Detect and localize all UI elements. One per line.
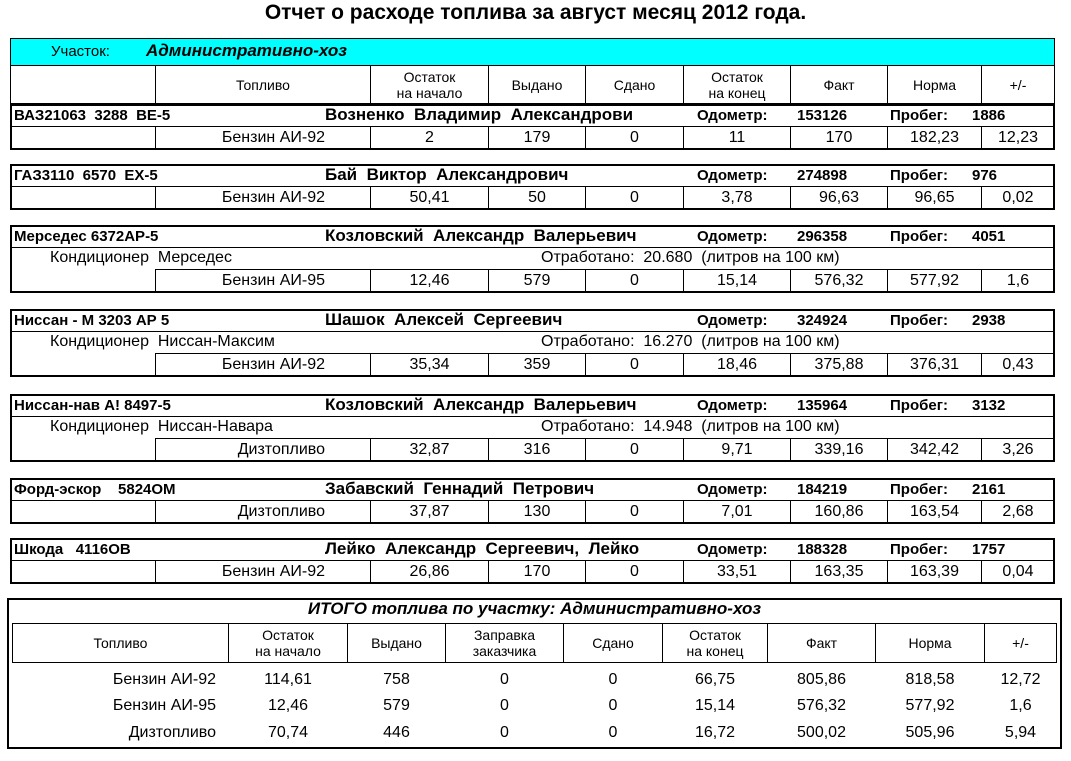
summary-refuel: 0 bbox=[500, 724, 509, 741]
mileage-value: 1886 bbox=[972, 107, 1006, 124]
fuel-start: 26,86 bbox=[409, 563, 450, 580]
summary-type: Бензин АИ-95 bbox=[112, 697, 216, 714]
odometer-label: Одометр: bbox=[697, 228, 768, 245]
fuel-type: Бензин АИ-92 bbox=[221, 129, 325, 146]
driver-name: Козловский Александр Валерьевич bbox=[325, 396, 637, 414]
mileage-label: Пробег: bbox=[890, 541, 948, 558]
sum-col-returned: Сдано bbox=[563, 623, 663, 663]
sum-col-norm: Норма bbox=[875, 623, 985, 663]
fuel-norm: 342,42 bbox=[910, 441, 959, 458]
odometer-value: 324924 bbox=[797, 312, 848, 329]
sum-col-refuel: Заправка заказчика bbox=[445, 623, 564, 663]
vehicle-name: Шкода 4116ОВ bbox=[14, 541, 131, 558]
odometer-value: 135964 bbox=[797, 397, 848, 414]
fuel-fact: 339,16 bbox=[814, 441, 864, 458]
sum-col-diff: +/- bbox=[984, 623, 1057, 663]
mileage-value: 976 bbox=[972, 167, 998, 184]
summary-diff: 1,6 bbox=[1009, 697, 1032, 714]
vehicle-name: ГАЗ3110 6570 ЕХ-5 bbox=[14, 167, 158, 184]
fuel-end: 3,78 bbox=[721, 189, 753, 206]
fuel-returned: 0 bbox=[630, 563, 639, 580]
fuel-diff: 0,04 bbox=[1002, 563, 1034, 580]
fuel-diff: 2,68 bbox=[1002, 503, 1034, 520]
sum-col-issued: Выдано bbox=[347, 623, 446, 663]
fuel-start: 35,34 bbox=[409, 356, 450, 373]
fuel-start: 50,41 bbox=[409, 189, 450, 206]
summary-diff: 12,72 bbox=[1000, 671, 1041, 688]
conditioner-worked: Отработано: 20.680 (литров на 100 км) bbox=[541, 249, 840, 266]
fuel-issued: 50 bbox=[528, 189, 546, 206]
odometer-label: Одометр: bbox=[697, 397, 768, 414]
vehicle-name: Ниссан-нав А! 8497-5 bbox=[14, 397, 171, 414]
odometer-value: 296358 bbox=[797, 228, 848, 245]
fuel-diff: 12,23 bbox=[997, 129, 1039, 146]
col-diff: +/- bbox=[981, 65, 1055, 104]
summary-returned: 0 bbox=[608, 697, 618, 714]
fuel-returned: 0 bbox=[630, 441, 639, 458]
report-title: Отчет о расходе топлива за август месяц 2012 года. bbox=[264, 1, 807, 24]
summary-refuel: 0 bbox=[500, 671, 509, 688]
fuel-end: 11 bbox=[728, 129, 746, 146]
fuel-end: 7,01 bbox=[721, 503, 753, 520]
fuel-fact: 163,35 bbox=[814, 563, 864, 580]
fuel-type: Бензин АИ-92 bbox=[221, 563, 325, 580]
summary-end: 15,14 bbox=[694, 697, 736, 714]
conditioner-worked: Отработано: 16.270 (литров на 100 км) bbox=[541, 333, 840, 350]
summary-returned: 0 bbox=[608, 724, 618, 741]
odometer-label: Одометр: bbox=[697, 481, 768, 498]
mileage-value: 2161 bbox=[972, 481, 1006, 498]
fuel-issued: 179 bbox=[523, 129, 551, 146]
mileage-value: 4051 bbox=[972, 228, 1006, 245]
odometer-label: Одометр: bbox=[697, 541, 768, 558]
summary-title: ИТОГО топлива по участку: Административно-хоз bbox=[307, 599, 762, 618]
summary-refuel: 0 bbox=[500, 697, 509, 714]
summary-type: Бензин АИ-92 bbox=[112, 671, 216, 688]
fuel-type: Дизтопливо bbox=[237, 503, 325, 520]
fuel-issued: 359 bbox=[523, 356, 551, 373]
fuel-norm: 96,65 bbox=[914, 189, 955, 206]
conditioner-worked: Отработано: 14.948 (литров на 100 км) bbox=[541, 418, 840, 435]
vehicle-name: Ниссан - М 3203 АР 5 bbox=[14, 312, 170, 329]
mileage-label: Пробег: bbox=[890, 228, 948, 245]
fuel-norm: 577,92 bbox=[910, 272, 959, 289]
odometer-value: 188328 bbox=[797, 541, 848, 558]
fuel-returned: 0 bbox=[630, 189, 639, 206]
fuel-diff: 3,26 bbox=[1002, 441, 1034, 458]
summary-end: 66,75 bbox=[694, 671, 736, 688]
summary-type: Дизтопливо bbox=[128, 724, 216, 741]
fuel-returned: 0 bbox=[630, 272, 639, 289]
fuel-end: 18,46 bbox=[716, 356, 758, 373]
mileage-value: 2938 bbox=[972, 312, 1006, 329]
mileage-value: 1757 bbox=[972, 541, 1006, 558]
driver-name: Бай Виктор Александрович bbox=[325, 166, 569, 184]
fuel-norm: 182,23 bbox=[910, 129, 959, 146]
sum-col-fact: Факт bbox=[767, 623, 876, 663]
summary-fact: 805,86 bbox=[797, 671, 846, 688]
summary-fact: 500,02 bbox=[797, 724, 846, 741]
conditioner-name: Кондиционер Ниссан-Навара bbox=[50, 418, 273, 435]
driver-name: Лейко Александр Сергеевич, Лейко bbox=[325, 540, 640, 558]
summary-start: 12,46 bbox=[267, 697, 309, 714]
fuel-returned: 0 bbox=[630, 129, 639, 146]
odometer-value: 274898 bbox=[797, 167, 848, 184]
sum-col-fuel: Топливо bbox=[12, 623, 229, 663]
fuel-issued: 316 bbox=[523, 441, 551, 458]
summary-end: 16,72 bbox=[694, 724, 736, 741]
fuel-issued: 130 bbox=[523, 503, 551, 520]
col-fact: Факт bbox=[790, 65, 888, 104]
mileage-label: Пробег: bbox=[890, 107, 948, 124]
fuel-type: Бензин АИ-92 bbox=[221, 189, 325, 206]
mileage-label: Пробег: bbox=[890, 167, 948, 184]
driver-name: Возненко Владимир Александрови bbox=[325, 106, 634, 124]
col-returned: Сдано bbox=[585, 65, 684, 104]
mileage-label: Пробег: bbox=[890, 481, 948, 498]
fuel-start: 37,87 bbox=[409, 503, 450, 520]
fuel-norm: 376,31 bbox=[910, 356, 959, 373]
summary-start: 70,74 bbox=[267, 724, 309, 741]
section-bar bbox=[10, 38, 1055, 66]
fuel-end: 9,71 bbox=[721, 441, 753, 458]
sum-col-start: Остаток на начало bbox=[228, 623, 348, 663]
fuel-start: 12,46 bbox=[409, 272, 450, 289]
summary-issued: 758 bbox=[383, 671, 410, 688]
summary-diff: 5,94 bbox=[1004, 724, 1037, 741]
summary-norm: 818,58 bbox=[905, 671, 955, 688]
driver-name: Козловский Александр Валерьевич bbox=[325, 227, 637, 245]
conditioner-name: Кондиционер Ниссан-Максим bbox=[50, 333, 275, 350]
odometer-value: 184219 bbox=[797, 481, 848, 498]
col-start-balance bbox=[155, 65, 371, 104]
fuel-start: 32,87 bbox=[409, 441, 450, 458]
fuel-norm: 163,54 bbox=[910, 503, 959, 520]
col-fuel: Топливо bbox=[10, 65, 370, 104]
mileage-label: Пробег: bbox=[890, 312, 948, 329]
summary-returned: 0 bbox=[608, 671, 618, 688]
summary-start: 114,61 bbox=[264, 671, 312, 688]
fuel-type: Бензин АИ-92 bbox=[221, 356, 325, 373]
section-label: Участок: bbox=[51, 43, 110, 60]
col-norm: Норма bbox=[887, 65, 982, 104]
fuel-type: Бензин АИ-95 bbox=[221, 272, 325, 289]
fuel-fact: 160,86 bbox=[814, 503, 864, 520]
vehicle-name: Форд-эскор 5824ОМ bbox=[14, 481, 176, 498]
conditioner-name: Кондиционер Мерседес bbox=[50, 249, 232, 266]
fuel-fact: 375,88 bbox=[814, 356, 864, 373]
fuel-end: 33,51 bbox=[716, 563, 758, 580]
fuel-diff: 0,02 bbox=[1002, 189, 1034, 206]
fuel-end: 15,14 bbox=[716, 272, 758, 289]
col-start-balance-box: Остаток на начало bbox=[370, 65, 489, 104]
fuel-fact: 576,32 bbox=[814, 272, 864, 289]
fuel-fact: 170 bbox=[825, 129, 853, 146]
summary-norm: 505,96 bbox=[905, 724, 955, 741]
sum-col-end: Остаток на конец bbox=[662, 623, 768, 663]
odometer-label: Одометр: bbox=[697, 167, 768, 184]
summary-issued: 579 bbox=[383, 697, 410, 714]
col-issued: Выдано bbox=[488, 65, 586, 104]
odometer-label: Одометр: bbox=[697, 312, 768, 329]
fuel-diff: 0,43 bbox=[1002, 356, 1034, 373]
vehicle-name: ВАЗ21063 3288 ВЕ-5 bbox=[14, 107, 171, 124]
mileage-value: 3132 bbox=[972, 397, 1006, 414]
section-name: Административно-хоз bbox=[146, 41, 347, 60]
fuel-start: 2 bbox=[425, 129, 434, 146]
summary-fact: 576,32 bbox=[797, 697, 846, 714]
driver-name: Шашок Алексей Сергеевич bbox=[325, 311, 563, 329]
summary-issued: 446 bbox=[383, 724, 410, 741]
mileage-label: Пробег: bbox=[890, 397, 948, 414]
col-end-balance: Остаток на конец bbox=[683, 65, 791, 104]
odometer-label: Одометр: bbox=[697, 107, 768, 124]
fuel-issued: 579 bbox=[523, 272, 551, 289]
driver-name: Забавский Геннадий Петрович bbox=[325, 480, 595, 498]
fuel-issued: 170 bbox=[523, 563, 551, 580]
summary-norm: 577,92 bbox=[905, 697, 955, 714]
fuel-diff: 1,6 bbox=[1006, 272, 1030, 289]
fuel-fact: 96,63 bbox=[818, 189, 860, 206]
fuel-norm: 163,39 bbox=[910, 563, 959, 580]
vehicle-name: Мерседес 6372АР-5 bbox=[14, 228, 159, 245]
fuel-type: Дизтопливо bbox=[237, 441, 325, 458]
fuel-returned: 0 bbox=[630, 503, 639, 520]
fuel-returned: 0 bbox=[630, 356, 639, 373]
odometer-value: 153126 bbox=[797, 107, 848, 124]
